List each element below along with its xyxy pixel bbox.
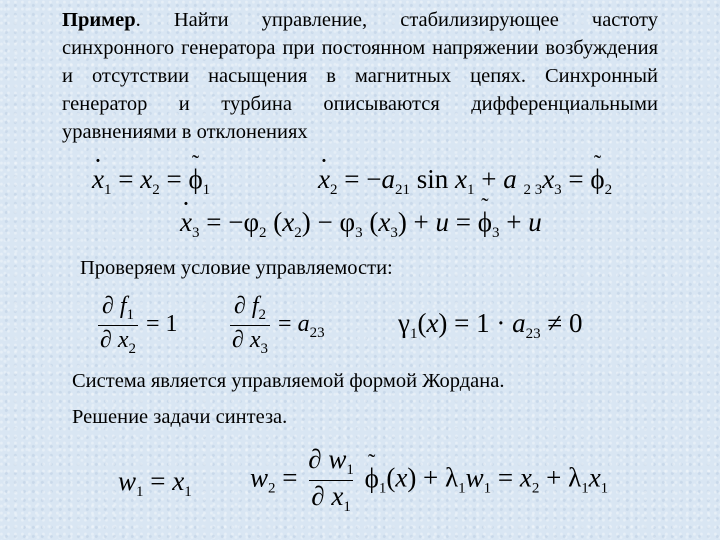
problem-statement — [62, 6, 658, 146]
equation-w1: $w_1 = x_1$ — [118, 466, 192, 500]
equation-x3-dot: · $x_3 = -\varphi_2$ $(x_2) - \varphi_3$ $(x_3) + u$ = ˜ $\phi_3 + u$ — [180, 209, 542, 241]
controllability-heading: Проверяем условие управляемости: — [80, 257, 393, 279]
partial-f1-x2: $\frac{\partial f_1}{\partial x_2}$ = 1 — [100, 293, 178, 357]
partial-f2-x3: $\frac{\partial f_2}{\partial x_3}$ = $a_{23}$ — [232, 293, 325, 357]
equation-x2-dot: · $x_2 = -a_{21}$ $\sin x_1 + a$ $_{2 3}x_3$ = ˜ $\phi_2$ — [318, 166, 612, 198]
system-statement: Система является управляемой формой Жордана. — [72, 370, 505, 392]
problem-text: . Найти управление, стабилизирующее частоту синхронного генератора при постоянном напряжении возбуждения и отсутствии насыщения в магнитных цепях. Синхронный генератор и турбина описываются дифференциальными уравнениями в отклонениях — [62, 9, 658, 143]
synthesis-heading: Решение задачи синтеза. — [72, 406, 288, 428]
equation-x1-dot: · $x_1 = x_2$ = ˜ $\phi_1$ — [92, 166, 210, 198]
example-label: Пример — [62, 9, 136, 31]
gamma1-condition: $\gamma_1(x) = 1 \cdot a_{23} \ne 0$ — [398, 308, 583, 342]
equation-w2: $w_2$ = $\frac{\partial w_1}{\partial x_1}$ ˜ $\phi_1(x) + \lambda_1w_1 = x_2 + \lambda_1x_1$ — [250, 446, 608, 515]
